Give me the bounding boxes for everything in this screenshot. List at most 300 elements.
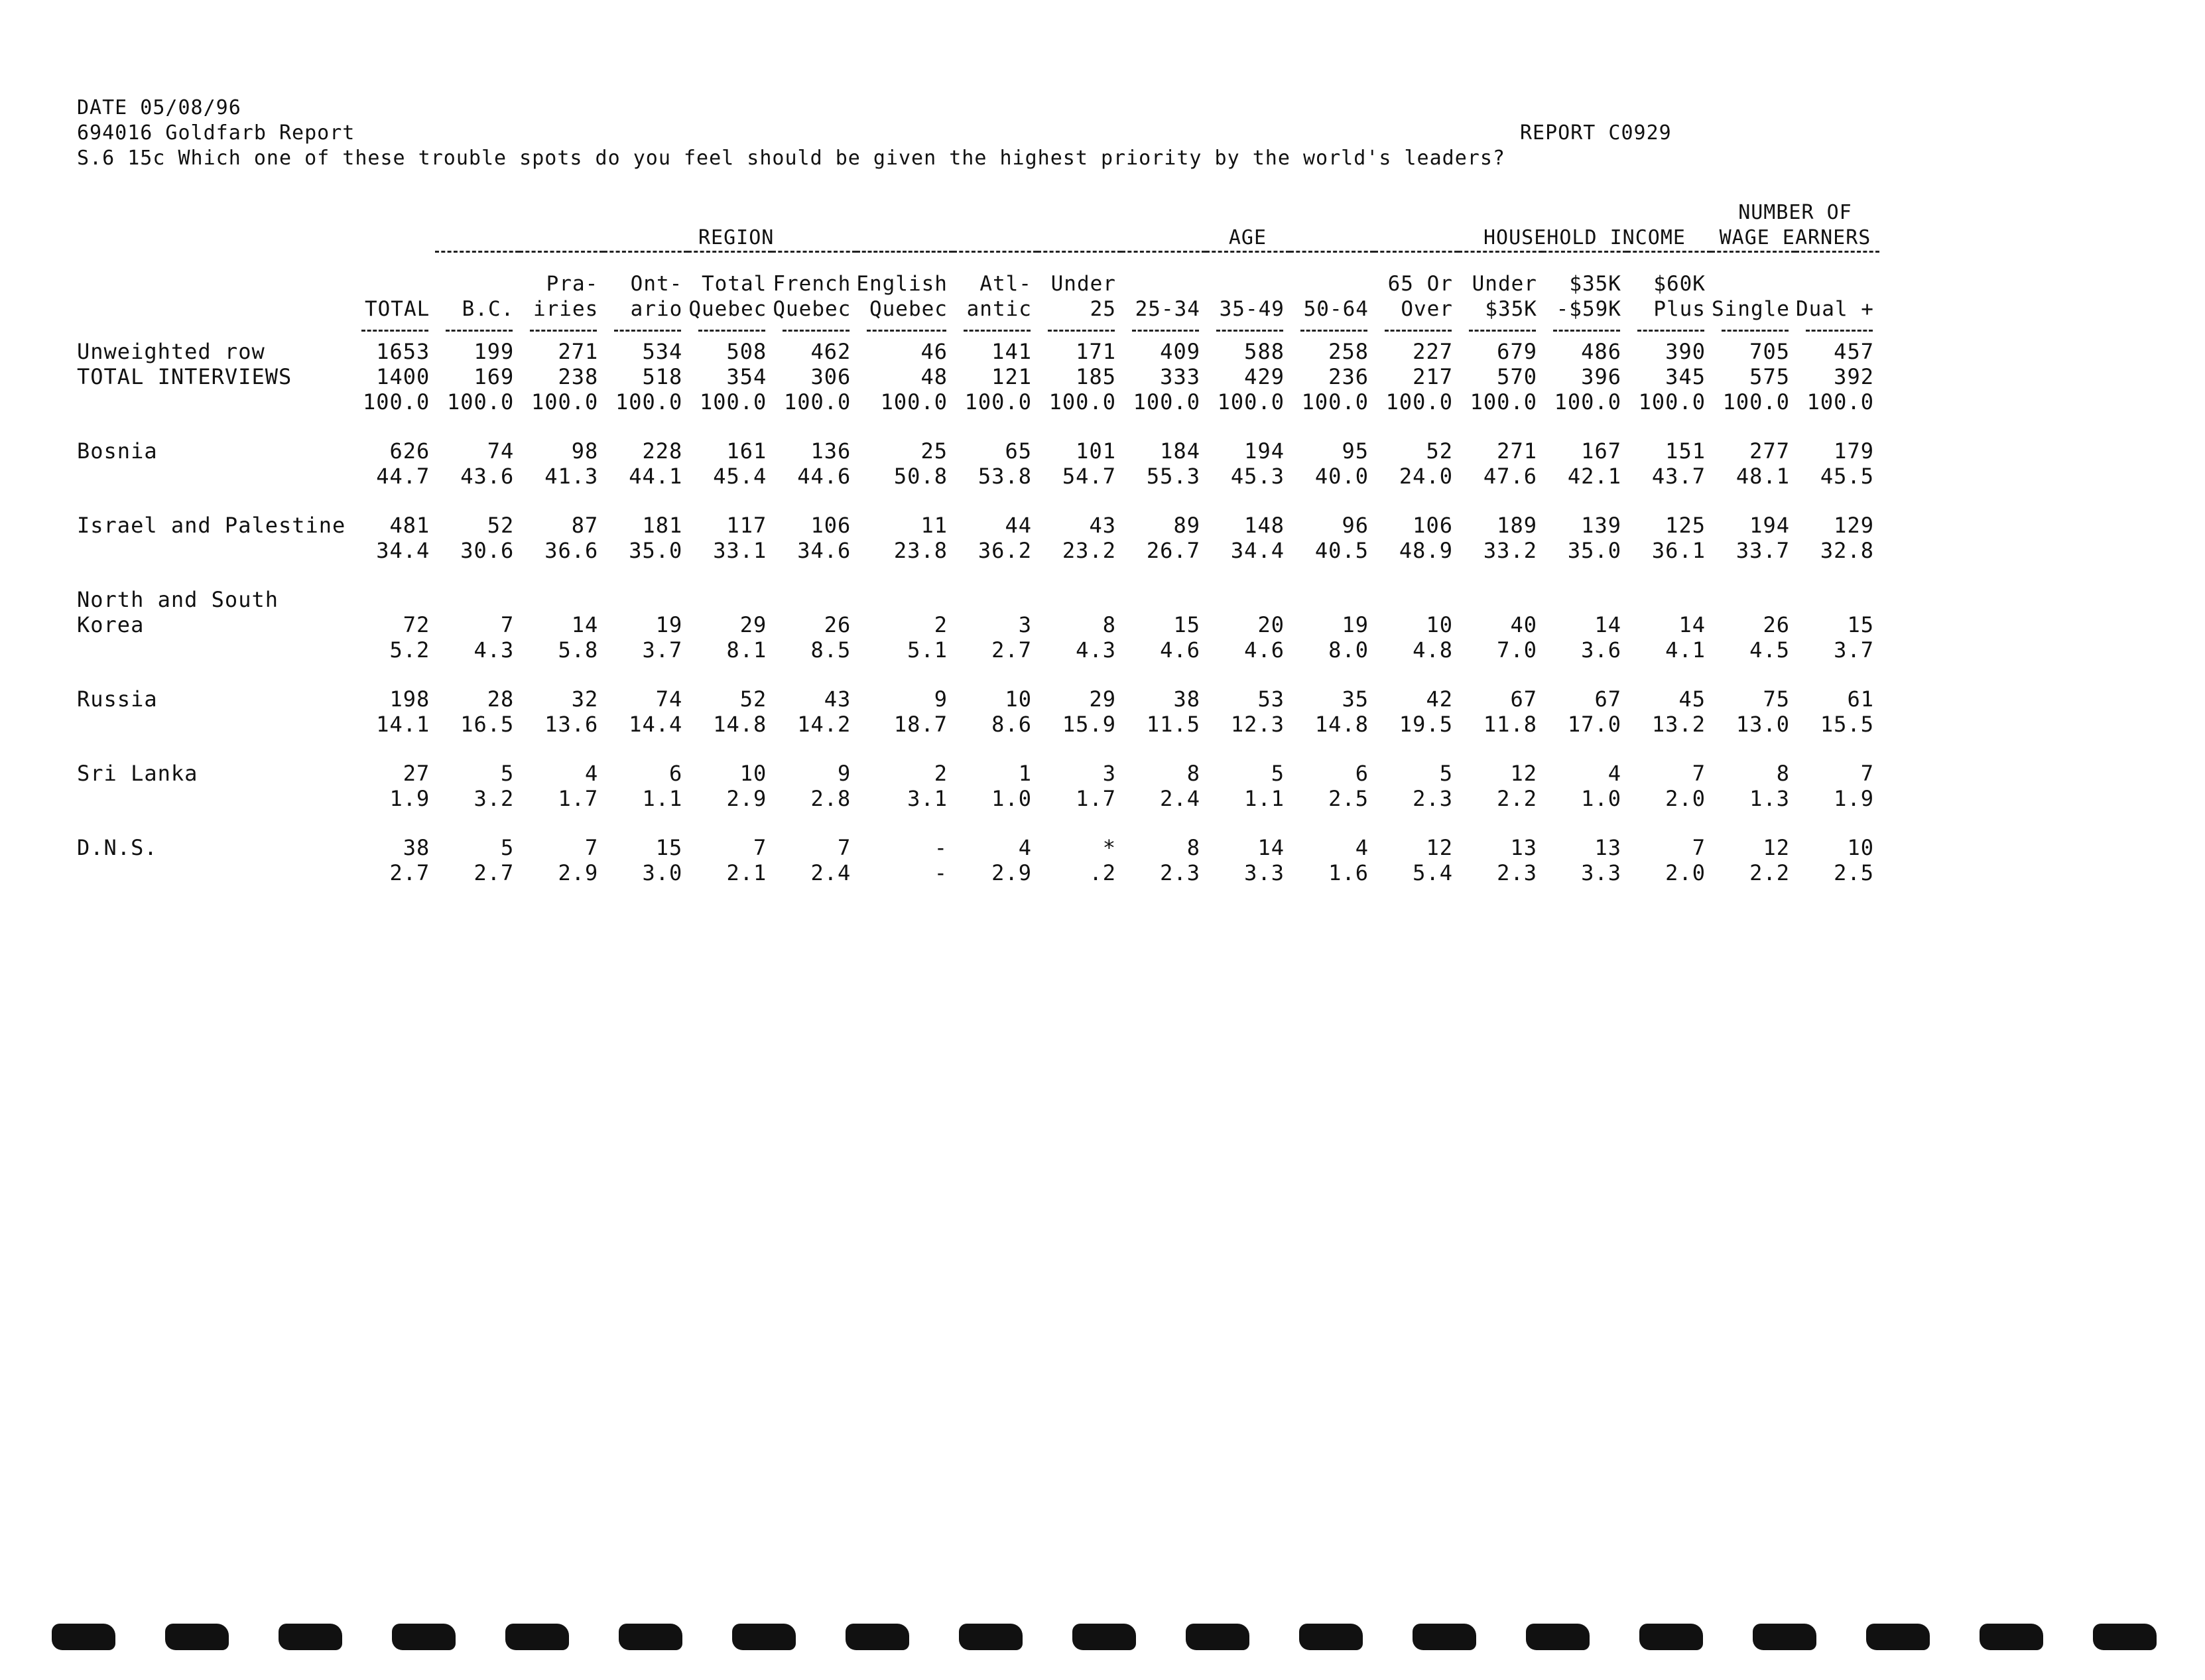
table-cell: .2 [1089,860,1116,885]
column-underline [1121,322,1206,339]
column-dash [964,330,1031,332]
table-cell: 12 [1763,835,1790,860]
group-label-region: REGION [698,226,775,249]
table-cell: 29 [1089,686,1116,712]
table-cell: 1.9 [1834,786,1874,811]
column-underline [1290,322,1374,339]
spacer-cell [66,489,1879,513]
table-cell: 61 [1847,686,1874,712]
table-cell: 345 [1665,364,1706,389]
table-cell: 100.0 [1048,389,1116,415]
table-cell: 100.0 [1133,389,1200,415]
table-cell: 129 [1834,513,1874,538]
table-cell: 14.2 [797,712,851,737]
table-cell: 4 [1607,761,1621,786]
table-cell: 2.7 [991,637,1032,663]
table-cell: 35.0 [629,538,683,563]
row-label: North and South [77,587,279,612]
column-dash [1048,330,1115,332]
table-cell: 45.5 [1820,464,1874,489]
table-cell: 7 [1692,761,1706,786]
table-cell: 9 [934,686,948,712]
table-cell: 4 [1018,835,1032,860]
table-cell: 5.4 [1413,860,1453,885]
table-cell: 271 [1497,438,1537,464]
table-cell: 17.0 [1567,712,1621,737]
feed-hole [1299,1624,1363,1650]
group-label-wage-line2: WAGE EARNERS [1719,226,1871,249]
survey-question: S.6 15c Which one of these trouble spots do you feel should be given the highest priority by the world's leaders? [77,147,1505,170]
table-cell: 15.9 [1062,712,1116,737]
table-cell: 5 [1271,761,1285,786]
table-cell: 6 [1355,761,1369,786]
table-cell: 8 [1776,761,1790,786]
table-cell: 100.0 [964,389,1032,415]
table-cell: 14.1 [376,712,430,737]
table-cell: 7 [838,835,851,860]
table-cell: 2.7 [473,860,515,885]
table-cell: 11 [920,513,948,538]
table-cell: 100.0 [880,389,948,415]
column-dash [1216,330,1283,332]
column-header-line2: Single [1711,297,1790,321]
table-cell: 48 [920,364,948,389]
table-cell: 34.4 [1230,538,1285,563]
base-row [66,389,1879,415]
column-header-line2: antic [966,297,1032,321]
table-cell: 9 [838,761,851,786]
table-cell: 95 [1342,438,1369,464]
table-cell: 14 [1257,835,1285,860]
table-cell: 1.0 [991,786,1032,811]
table-cell: 2.4 [810,860,851,885]
table-cell: 14 [1594,612,1621,637]
table-cell: 100.0 [783,389,851,415]
table-cell: 8.1 [726,637,767,663]
table-cell: 100.0 [1722,389,1790,415]
feed-hole [1866,1624,1930,1650]
column-underline [435,322,519,339]
count-row [66,612,1879,637]
column-header [435,262,519,322]
table-cell: 8 [1186,835,1200,860]
table-cell: 2.8 [810,786,851,811]
table-cell: 409 [1160,339,1200,364]
table-cell: 10 [1426,612,1453,637]
age-underline [1037,252,1458,263]
column-header [1037,262,1121,322]
column-header-row [66,262,1879,322]
table-cell: 518 [642,364,683,389]
table-cell: 3.6 [1581,637,1621,663]
feed-hole [2093,1624,2157,1650]
table-cell: 34.4 [376,538,430,563]
table-cell: 1 [1018,761,1032,786]
table-cell: 3.3 [1581,860,1621,885]
table-cell: 32 [571,686,599,712]
column-underline [856,322,953,339]
table-cell: 1.1 [1244,786,1285,811]
table-cell: 171 [1076,339,1116,364]
column-dash [361,330,428,332]
column-header-line2: ario [630,297,683,321]
column-header-line2: Quebec [869,297,948,321]
column-header-line1: Total [701,272,767,296]
row-label-empty [66,786,351,811]
column-underline [1458,322,1543,339]
table-cell: 117 [726,513,767,538]
table-cell: 3.1 [907,786,948,811]
table-cell: 534 [642,339,683,364]
group-label-wage-line1: NUMBER OF [1738,201,1852,224]
table-cell: 508 [726,339,767,364]
table-cell: 24.0 [1399,464,1453,489]
table-cell: 390 [1665,339,1706,364]
table-cell: 27 [403,761,430,786]
table-cell: 106 [1413,513,1453,538]
table-cell: 45 [1678,686,1706,712]
column-header-line2: 25-34 [1135,297,1200,321]
table-cell: 43 [1089,513,1116,538]
table-cell: 72 [403,612,430,637]
table-cell: 189 [1497,513,1537,538]
table-cell: 14.8 [713,712,767,737]
table-cell: 12 [1510,761,1537,786]
table-cell: 13.0 [1735,712,1790,737]
feed-hole [1526,1624,1590,1650]
column-header-line2: $35K [1485,297,1537,321]
table-cell: 100.0 [1806,389,1874,415]
table-cell: 36.1 [1651,538,1706,563]
table-cell: 30.6 [460,538,515,563]
table-cell: 50.8 [893,464,948,489]
column-underline [1627,322,1711,339]
table-cell: 4.8 [1413,637,1453,663]
table-cell: 74 [655,686,683,712]
feed-hole [52,1624,115,1650]
table-cell: 3.7 [642,637,683,663]
column-header-line2: Quebec [688,297,767,321]
column-header-line1: Ont- [630,272,683,296]
table-cell: 1.7 [1076,786,1116,811]
table-cell: 148 [1244,513,1285,538]
table-cell: 7 [753,835,767,860]
column-underline [1206,322,1290,339]
feed-hole [1413,1624,1476,1650]
table-cell: 19 [1342,612,1369,637]
column-header [1711,262,1795,322]
column-header-line1: 65 Or [1387,272,1453,296]
percent-row [66,538,1879,563]
table-cell: 36.6 [544,538,599,563]
table-cell: 306 [810,364,851,389]
column-header [351,262,435,322]
table-cell: 3.0 [642,860,683,885]
table-cell: 236 [1328,364,1369,389]
table-cell: 41.3 [544,464,599,489]
table-cell: 396 [1581,364,1621,389]
table-cell: 277 [1749,438,1790,464]
column-dash [1806,330,1873,332]
table-cell: 181 [642,513,683,538]
table-cell: 4.3 [1076,637,1116,663]
table-cell: 100.0 [1470,389,1537,415]
table-cell: 4 [1355,835,1369,860]
crosstab-table [66,187,1879,885]
table-cell: 3 [1102,761,1116,786]
row-label: D.N.S. [77,835,158,860]
table-cell: 238 [558,364,599,389]
table-cell: 2.3 [1413,786,1453,811]
table-cell: 333 [1160,364,1200,389]
table-cell: 45.3 [1230,464,1285,489]
table-cell: 705 [1749,339,1790,364]
column-header [1290,262,1374,322]
count-row [66,761,1879,786]
table-cell: 12.3 [1230,712,1285,737]
table-cell: 14 [571,612,599,637]
table-cell: 121 [991,364,1032,389]
table-cell: 1.9 [389,786,430,811]
table-cell: 35.0 [1567,538,1621,563]
table-cell: 2.2 [1497,786,1537,811]
table-cell: 19 [655,612,683,637]
table-cell: 4.3 [473,637,515,663]
table-cell: 54.7 [1062,464,1116,489]
row-spacer [66,663,1879,686]
table-cell: 1.7 [558,786,599,811]
table-cell: 65 [1005,438,1032,464]
table-cell: 43.6 [460,464,515,489]
table-cell: 7 [585,835,599,860]
table-cell: 26 [824,612,851,637]
table-cell: 457 [1834,339,1874,364]
percent-row [66,712,1879,737]
table-cell: 44 [1005,513,1032,538]
table-cell: 10 [1005,686,1032,712]
row-label-empty [66,538,351,563]
table-cell: 5 [501,761,515,786]
table-cell: 38 [1173,686,1200,712]
table-cell: 40 [1510,612,1537,637]
spacer-cell [66,663,1879,686]
column-header [1627,262,1711,322]
table-cell: 3.7 [1834,637,1874,663]
table-cell: 5 [1439,761,1453,786]
table-cell: 15 [1173,612,1200,637]
column-underline [1795,322,1879,339]
table-cell: 100.0 [531,389,599,415]
table-cell: 4.5 [1749,637,1790,663]
column-underline [1711,322,1795,339]
column-underline [603,322,688,339]
table-cell: 43 [824,686,851,712]
column-underline [519,322,603,339]
column-header [1374,262,1458,322]
row-label: Unweighted row [77,339,265,364]
percent-row [66,786,1879,811]
column-dash [1553,330,1620,332]
table-cell: 100.0 [446,389,515,415]
count-row [66,438,1879,464]
row-spacer [66,811,1879,835]
column-header-line2: iries [533,297,599,321]
table-cell: 89 [1173,513,1200,538]
column-header-line2: 35-49 [1219,297,1285,321]
row-label: Russia [77,686,158,712]
table-cell: 8.5 [810,637,851,663]
table-cell: 2 [934,612,948,637]
table-cell: 1.3 [1749,786,1790,811]
table-cell: 7 [501,612,515,637]
group-label-age: AGE [1228,226,1267,249]
table-cell: - [934,835,948,860]
table-cell: 18.7 [893,712,948,737]
column-header-line2: Plus [1653,297,1706,321]
table-cell: 48.1 [1735,464,1790,489]
table-cell: 100.0 [362,389,430,415]
table-cell: 25 [920,438,948,464]
table-cell: 194 [1749,513,1790,538]
table-cell: 271 [558,339,599,364]
group-header-row [66,187,1879,252]
table-cell: 43.7 [1651,464,1706,489]
feed-hole [1980,1624,2043,1650]
table-cell: 5.2 [389,637,430,663]
spacer-cell [66,415,1879,438]
feed-hole [505,1624,569,1650]
count-row [66,835,1879,860]
column-header-line2: Over [1401,297,1453,321]
count-row [66,513,1879,538]
table-cell: 1.6 [1328,860,1369,885]
column-header [1543,262,1627,322]
table-cell: 35 [1342,686,1369,712]
table-cell: 354 [726,364,767,389]
table-cell: 5 [501,835,515,860]
table-cell: 8 [1102,612,1116,637]
table-cell: 2.1 [726,860,767,885]
row-label: Sri Lanka [77,761,198,786]
column-header-line1: $35K [1569,272,1621,296]
table-cell: 29 [739,612,767,637]
table-cell: 570 [1497,364,1537,389]
item-label-row [66,587,1879,612]
column-underline [688,322,772,339]
table-cell: 217 [1413,364,1453,389]
row-spacer [66,563,1879,587]
column-header [1458,262,1543,322]
table-cell: 3.2 [473,786,515,811]
feed-hole [392,1624,456,1650]
group-underline-row [66,252,1879,263]
row-label [66,389,351,415]
table-cell: 40.0 [1314,464,1369,489]
feed-hole [1753,1624,1816,1650]
feed-hole [1072,1624,1136,1650]
row-label-empty [66,464,351,489]
row-label-empty [66,860,351,885]
empty-cell [351,587,1879,612]
table-cell: 101 [1076,438,1116,464]
column-header-line2: B.C. [462,297,515,321]
table-cell: 96 [1342,513,1369,538]
table-cell: 2.3 [1160,860,1200,885]
table-cell: 32.8 [1820,538,1874,563]
table-cell: 33.1 [713,538,767,563]
feed-hole [846,1624,909,1650]
table-cell: 1.1 [642,786,683,811]
table-cell: 36.2 [977,538,1032,563]
row-label-empty [66,712,351,737]
table-cell: 184 [1160,438,1200,464]
table-cell: * [1102,835,1116,860]
table-cell: 14.8 [1314,712,1369,737]
feed-hole [619,1624,682,1650]
table-cell: 53 [1257,686,1285,712]
table-cell: 44.1 [629,464,683,489]
group-label-income: HOUSEHOLD INCOME [1483,226,1686,249]
base-row [66,364,1879,389]
stub-gap [66,322,351,339]
table-cell: 12 [1426,835,1453,860]
table-cell: 1653 [376,339,430,364]
table-cell: 33.7 [1735,538,1790,563]
column-dash [1385,330,1452,332]
feed-hole [1186,1624,1249,1650]
spacer-cell [66,563,1879,587]
region-underline [435,252,1037,263]
table-cell: 74 [487,438,515,464]
table-cell: 26.7 [1146,538,1200,563]
table-cell: 11.8 [1483,712,1537,737]
table-cell: 15 [1847,612,1874,637]
table-cell: 13.2 [1651,712,1706,737]
column-header [1795,262,1879,322]
spacer-cell [66,811,1879,835]
table-cell: 179 [1834,438,1874,464]
column-dash [530,330,597,332]
table-cell: 100.0 [615,389,683,415]
column-underline [351,322,435,339]
column-header [688,262,772,322]
table-cell: 14 [1678,612,1706,637]
table-cell: 16.5 [460,712,515,737]
column-dash [1637,330,1704,332]
column-header [856,262,953,322]
column-header [953,262,1037,322]
feed-hole [279,1624,342,1650]
table-cell: - [934,860,948,885]
table-cell: 4.6 [1244,637,1285,663]
table-cell: 33.2 [1483,538,1537,563]
table-cell: 10 [1847,835,1874,860]
table-cell: 462 [810,339,851,364]
table-cell: 2.5 [1834,860,1874,885]
table-cell: 169 [473,364,515,389]
table-cell: 100.0 [1638,389,1706,415]
feed-hole [732,1624,796,1650]
row-label: Korea [77,612,145,637]
table-cell: 141 [991,339,1032,364]
income-underline [1458,252,1711,263]
row-spacer [66,415,1879,438]
percent-row [66,860,1879,885]
table-cell: 40.5 [1314,538,1369,563]
feed-hole [959,1624,1023,1650]
column-header-line1: $60K [1653,272,1706,296]
table-cell: 198 [389,686,430,712]
